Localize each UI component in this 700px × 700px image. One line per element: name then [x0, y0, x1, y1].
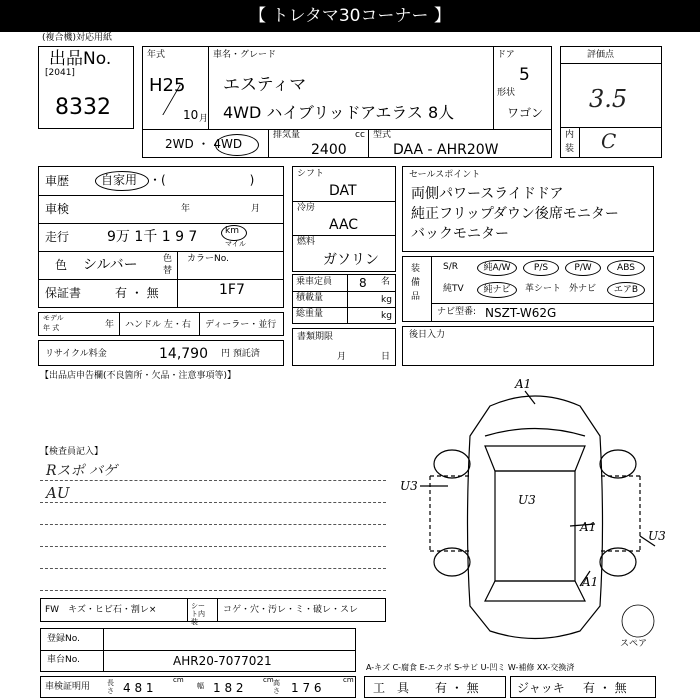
equipment-label-2: 備	[411, 278, 421, 288]
chassis-value: AHR20-7077021	[173, 654, 272, 668]
expiry-day: 日	[381, 352, 391, 362]
tools-box	[364, 676, 506, 698]
marker-a1-top	[525, 391, 535, 404]
tools-label: 工 具	[373, 681, 410, 695]
windshield	[485, 446, 585, 471]
gross-unit: kg	[381, 311, 392, 321]
shift-value: DAT	[329, 183, 357, 199]
later-input-box	[402, 326, 654, 366]
cert-length-unit: cm	[173, 676, 184, 684]
car-diagram	[400, 376, 670, 656]
recycle-value: 14,790	[159, 346, 208, 362]
mileage-mile: マイル	[225, 240, 246, 248]
ac-label: 冷房	[297, 203, 316, 213]
defect-row	[40, 598, 386, 626]
spare-label: スペア	[620, 639, 648, 649]
displacement-label: 排気量	[273, 130, 301, 140]
score-value: 3.5	[589, 85, 628, 113]
year-era: H25	[149, 75, 186, 96]
warranty-label: 保証書	[45, 286, 82, 300]
color-code-label: カラーNo.	[187, 254, 229, 264]
left-side-panel	[430, 476, 470, 551]
model-change-handle: ハンドル 左・右	[125, 320, 191, 330]
equip-ps: P/S	[523, 260, 559, 276]
seller-notes-label: 【出品店申告欄(不良箇所・欠品・注意事項等)】	[40, 371, 237, 381]
capacity-label: 乗車定員	[296, 277, 333, 287]
equipment-label-1: 装	[411, 264, 421, 274]
mark-a1-top: A1	[515, 377, 532, 391]
lot-box	[38, 46, 134, 129]
registration-label: 登録No.	[47, 634, 80, 644]
lot-code: [2041]	[45, 68, 75, 78]
mileage-km: km	[225, 226, 239, 236]
recycle-row	[38, 340, 284, 366]
interior-label-1: 内	[565, 130, 575, 140]
mileage-value: 9万 1千 1 9 7	[107, 229, 198, 245]
fuel-value: ガソリン	[323, 252, 379, 268]
color-change-1: 色	[163, 254, 173, 264]
inspection-year: 年	[181, 204, 191, 214]
equip-sr: S/R	[443, 262, 458, 272]
equip-abs: ABS	[607, 260, 645, 276]
cert-label: 車検証明用	[45, 682, 91, 692]
later-input-label: 後日入力	[409, 330, 446, 340]
mark-u3-left: U3	[400, 479, 418, 493]
tools-value: 有 ・ 無	[435, 681, 479, 695]
equip-navi: 純ナビ	[477, 282, 517, 298]
cert-height-unit: cm	[343, 676, 354, 684]
doors-value: 5	[519, 65, 530, 85]
cert-length-label: 長さ	[107, 679, 114, 695]
chassis-label: 車台No.	[47, 655, 80, 665]
spare-tire-circle	[622, 605, 654, 637]
gross-label: 総重量	[296, 309, 324, 319]
right-rear-wheel	[600, 548, 636, 576]
year-month-suffix: 月	[199, 114, 209, 124]
roof-outline	[495, 471, 575, 581]
top-note: (複合機)対応用紙	[42, 33, 113, 43]
mark-a1-bottom: A1	[582, 575, 599, 589]
inspection-month: 月	[251, 204, 261, 214]
inspector-label: 【検査員記入】	[40, 447, 104, 457]
equip-leather: 革シート	[525, 284, 562, 294]
load-unit: kg	[381, 295, 392, 305]
cert-height-label: 高さ	[273, 679, 280, 695]
mark-u3-right: U3	[648, 529, 666, 543]
sales-points-box	[402, 166, 654, 252]
color-value: シルバー	[83, 257, 138, 273]
defect-seat-label: シート内装	[191, 602, 205, 626]
capacity-unit: 名	[381, 277, 391, 287]
registration-box	[40, 628, 356, 672]
history-label: 車歴	[45, 174, 70, 188]
expiry-unit: 月	[337, 352, 347, 362]
cert-width-label: 幅	[197, 682, 204, 690]
drive-selected-circle	[215, 134, 259, 156]
year-month: 10	[183, 108, 199, 122]
right-side-panel	[600, 476, 640, 551]
cert-height: 1 7 6	[291, 681, 322, 695]
lot-number: 8332	[55, 95, 111, 120]
cert-box	[40, 676, 356, 698]
model-change-label-1: モデル	[43, 314, 64, 322]
legend: A-キズ C-腐食 E-エクボ S-サビ U-凹ミ W-補修 XX-交換済	[366, 663, 575, 672]
expiry-box	[292, 328, 396, 366]
hood-line	[485, 429, 585, 437]
shift-label: シフト	[297, 169, 325, 179]
fuel-label: 燃料	[297, 237, 316, 247]
inspector-line-1: Rスポ バゲ	[46, 463, 117, 479]
rear-window	[485, 581, 585, 601]
model-change-row	[38, 312, 284, 336]
warranty-value: 有 ・ 無	[115, 286, 159, 300]
equipment-box	[402, 256, 654, 322]
cert-width-unit: cm	[263, 676, 274, 684]
color-code: 1F7	[219, 282, 245, 298]
doors-label: ドア	[497, 50, 515, 60]
navi-label: ナビ型番:	[437, 307, 477, 317]
equipment-label-3: 品	[411, 292, 421, 302]
jack-box	[510, 676, 656, 698]
model-name: エスティマ	[223, 75, 307, 95]
spec-box	[292, 166, 396, 272]
mark-a1-right: A1	[580, 520, 597, 534]
equip-pw: P/W	[565, 260, 601, 276]
interior-label-2: 装	[565, 144, 575, 154]
navi-value: NSZT-W62G	[485, 306, 557, 320]
vehicle-header-box	[142, 46, 552, 158]
recycle-label: リサイクル料金	[45, 349, 107, 359]
sales-point-2: 純正フリップダウン後席モニター	[411, 206, 619, 222]
model-change-year: 年	[105, 320, 115, 330]
recycle-unit: 円 預託済	[221, 349, 260, 359]
capacity-value: 8	[359, 276, 367, 290]
equip-ext-navi: 外ナビ	[569, 284, 597, 294]
banner: 【 トレタマ30コーナー 】	[0, 0, 700, 32]
left-mirror	[434, 450, 470, 478]
drive-options: 2WD ・ 4WD	[165, 137, 243, 151]
expiry-label: 書類期限	[297, 332, 334, 342]
ac-value: AAC	[329, 217, 359, 233]
shape-value: ワゴン	[507, 106, 544, 120]
equip-airbag: エアB	[607, 282, 645, 298]
equip-tv: 純TV	[443, 284, 464, 294]
score-label: 評価点	[587, 50, 615, 60]
color-change-2: 替	[163, 266, 173, 276]
color-label: 色	[55, 258, 68, 272]
model-change-label-2: 年 式	[43, 324, 60, 332]
equip-aw: 純A/W	[477, 260, 517, 276]
mark-u3-center: U3	[518, 493, 536, 507]
sales-points-label: セールスポイント	[409, 170, 481, 180]
history-value: 自家用	[101, 173, 138, 187]
shape-label: 形状	[497, 88, 516, 98]
right-mirror	[600, 450, 636, 478]
model-grade: 4WD ハイブリッドアエラス 8人	[223, 103, 455, 122]
displacement-unit: cc	[355, 130, 365, 140]
model-change-dealer: ディーラー・並行	[205, 320, 277, 330]
history-rest: ・( )	[149, 173, 255, 187]
cert-length: 4 8 1	[123, 681, 154, 695]
interior-value: C	[601, 129, 617, 153]
defect-seat-items: コゲ・穴・汚レ・ミ・破レ・スレ	[223, 605, 359, 615]
type-label: 型式	[373, 130, 392, 140]
left-rear-wheel	[434, 548, 470, 576]
weight-box	[292, 274, 396, 324]
jack-value: 有 ・ 無	[583, 681, 627, 695]
defect-fw: FW キズ・ヒビ石・割レ×	[45, 605, 157, 615]
sales-point-1: 両側パワースライドドア	[411, 186, 564, 202]
mileage-label: 走行	[45, 230, 70, 244]
cert-width: 1 8 2	[213, 681, 244, 695]
lot-label: 出品No.	[49, 49, 112, 69]
sales-point-3: バックモニター	[411, 226, 509, 242]
inspector-line-2: AU	[46, 484, 70, 502]
inspection-label: 車検	[45, 202, 70, 216]
model-label: 車名・グレード	[213, 50, 277, 60]
car-body-outline	[468, 396, 603, 639]
load-label: 積載量	[296, 293, 324, 303]
type-value: DAA - AHR20W	[393, 142, 499, 158]
displacement-value: 2400	[311, 142, 347, 158]
details-box	[38, 166, 284, 308]
score-box	[560, 46, 662, 158]
year-label: 年式	[147, 50, 166, 60]
jack-label: ジャッキ	[517, 681, 565, 695]
